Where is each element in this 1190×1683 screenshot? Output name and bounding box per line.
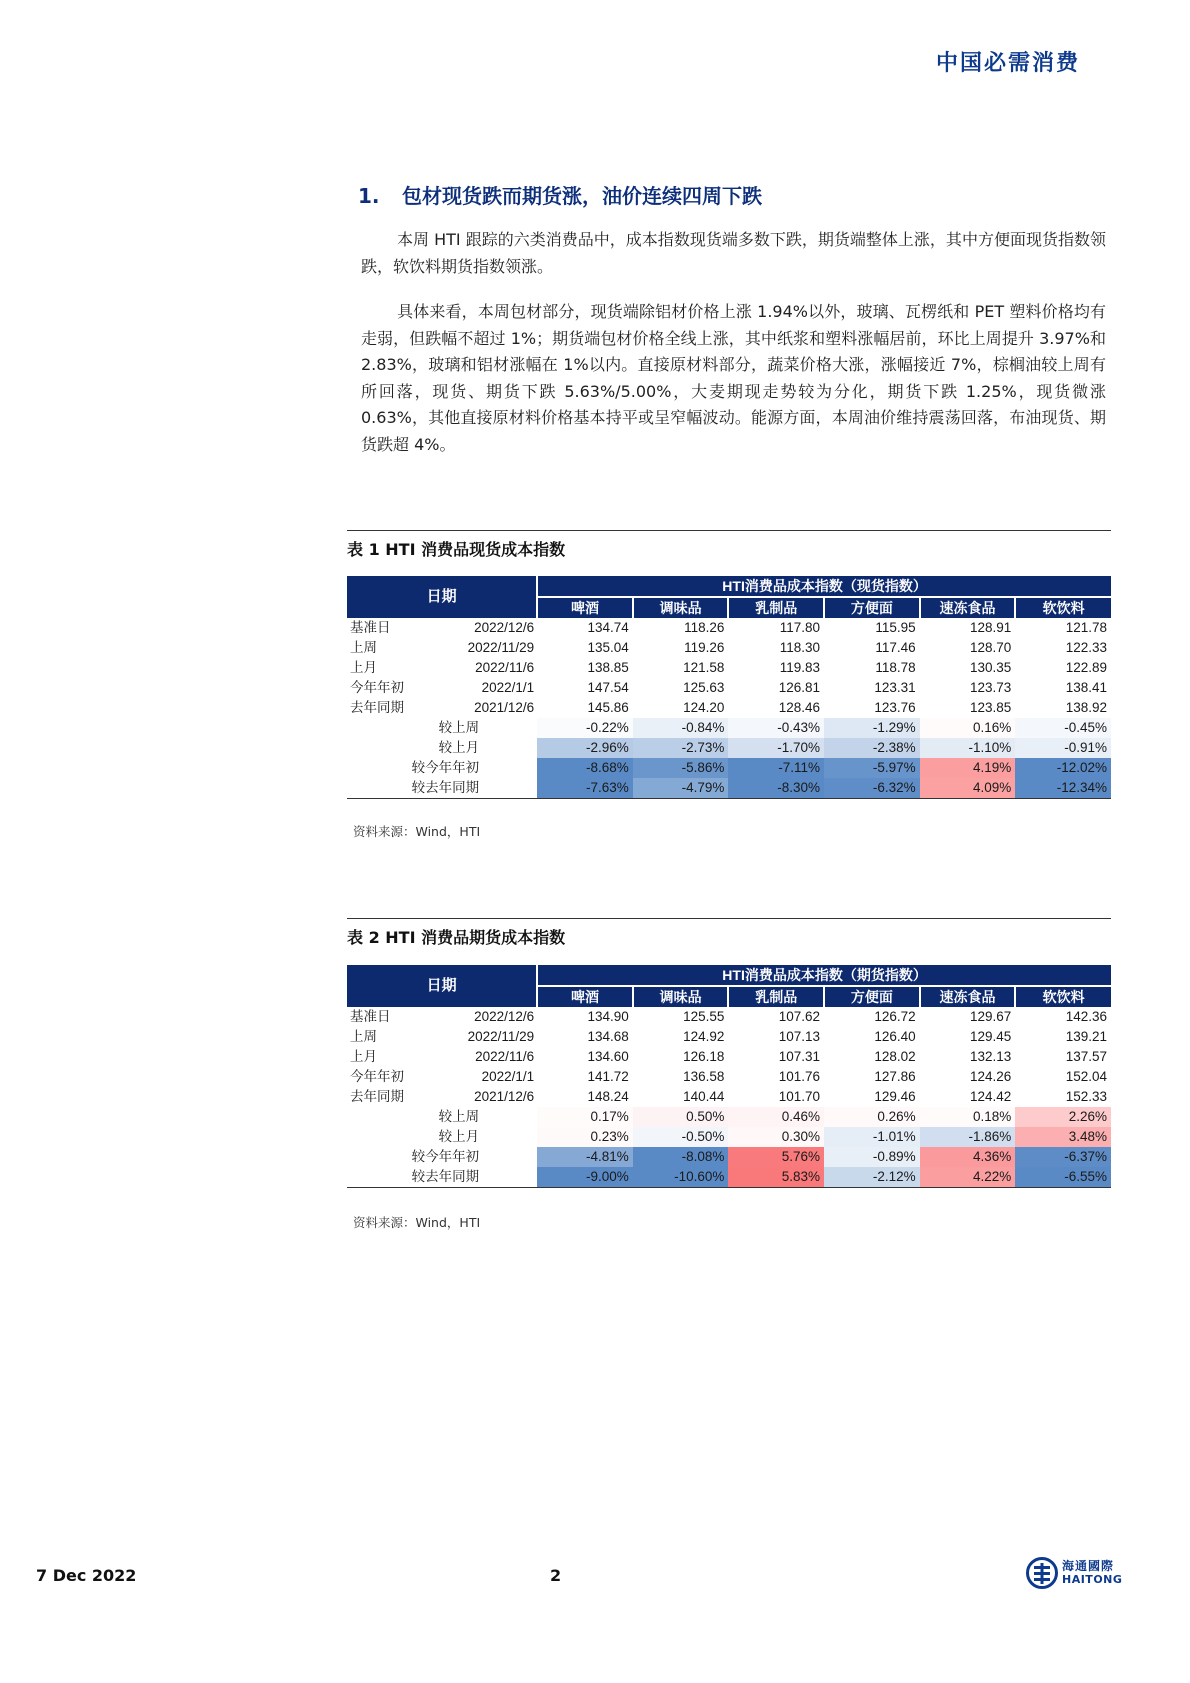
row-date: 2022/12/6 [474, 1009, 535, 1024]
change-value-cell: -6.32% [824, 778, 920, 799]
haitong-logo-icon [1026, 1557, 1058, 1589]
table-1-caption [347, 530, 1111, 560]
table-row [347, 1167, 1111, 1188]
row-date: 2022/12/6 [474, 620, 535, 635]
change-row-label: 较上周 [438, 720, 480, 735]
table-row [347, 758, 1111, 778]
index-value-cell: 101.70 [778, 1089, 821, 1104]
change-value-cell: -2.73% [633, 738, 729, 758]
table-1-source: 资料来源：Wind，HTI [353, 824, 481, 839]
table-row [347, 698, 1111, 718]
change-value-cell: 0.23% [537, 1127, 633, 1147]
table-1-caption-text: 表 1 HTI 消费品现货成本指数 [347, 540, 566, 559]
change-value-cell: 5.76% [728, 1147, 824, 1167]
index-value-cell: 101.76 [778, 1069, 821, 1084]
change-value-cell: -1.01% [824, 1127, 920, 1147]
change-value-cell: 3.48% [1015, 1127, 1111, 1147]
index-value-cell: 124.26 [970, 1069, 1012, 1084]
footer-date: 7 Dec 2022 [36, 1566, 137, 1585]
index-value-cell: 123.31 [874, 680, 916, 695]
index-value-cell: 145.86 [587, 700, 629, 715]
table-row [347, 658, 1111, 678]
index-value-cell: 139.21 [1065, 1029, 1107, 1044]
index-value-cell: 123.73 [970, 680, 1012, 695]
table-2-source: 资料来源：Wind，HTI [353, 1215, 481, 1230]
index-value-cell: 141.72 [587, 1069, 629, 1084]
change-value-cell: 4.19% [920, 758, 1016, 778]
date-header: 日期 [347, 576, 537, 618]
change-value-cell: -2.38% [824, 738, 920, 758]
index-value-cell: 132.13 [970, 1049, 1012, 1064]
index-group-header: HTI消费品成本指数（现货指数） [537, 576, 1111, 597]
index-value-cell: 121.78 [1065, 620, 1107, 635]
change-value-cell: -5.97% [824, 758, 920, 778]
change-value-cell: 0.26% [824, 1107, 920, 1127]
index-value-cell: 128.02 [874, 1049, 916, 1064]
table-row [347, 1107, 1111, 1127]
change-value-cell: -12.02% [1015, 758, 1111, 778]
column-header: 调味品 [633, 597, 729, 618]
section-number: 1. [358, 184, 380, 208]
table-2-caption [347, 918, 1111, 948]
section-title-text: 包材现货跌而期货涨，油价连续四周下跌 [402, 184, 762, 208]
row-date: 2022/11/6 [475, 1049, 535, 1064]
table-row [347, 1027, 1111, 1047]
index-value-cell: 129.67 [970, 1009, 1012, 1024]
index-group-header: HTI消费品成本指数（期货指数） [537, 965, 1111, 986]
column-header: 方便面 [824, 597, 920, 618]
index-value-cell: 126.81 [778, 680, 821, 695]
futures-cost-index-table [347, 965, 1111, 1188]
index-value-cell: 115.95 [875, 620, 916, 635]
index-value-cell: 127.86 [874, 1069, 916, 1084]
change-value-cell: -0.89% [824, 1147, 920, 1167]
table-row [347, 638, 1111, 658]
change-value-cell: 0.50% [633, 1107, 729, 1127]
index-value-cell: 122.33 [1065, 640, 1107, 655]
column-header: 速冻食品 [920, 597, 1016, 618]
change-row-label: 较上月 [438, 740, 480, 755]
change-value-cell: -4.81% [537, 1147, 633, 1167]
change-value-cell: 0.16% [920, 718, 1016, 738]
index-value-cell: 134.90 [587, 1009, 629, 1024]
table-row [347, 618, 1111, 638]
change-row-label: 较今年年初 [411, 1149, 480, 1164]
change-value-cell: -8.30% [728, 778, 824, 799]
row-date: 2022/1/1 [481, 680, 535, 695]
index-value-cell: 124.20 [683, 700, 725, 715]
index-value-cell: 135.04 [587, 640, 629, 655]
index-value-cell: 126.18 [683, 1049, 725, 1064]
column-header: 啤酒 [537, 986, 633, 1007]
change-value-cell: -9.00% [537, 1167, 633, 1188]
index-value-cell: 128.91 [970, 620, 1012, 635]
change-value-cell: 0.18% [920, 1107, 1016, 1127]
change-value-cell: -0.84% [633, 718, 729, 738]
index-value-cell: 137.57 [1065, 1049, 1107, 1064]
index-value-cell: 129.46 [874, 1089, 916, 1104]
table-header-row [347, 576, 1111, 597]
logo-en-text: HAITONG [1062, 1573, 1123, 1586]
row-label: 上周 [350, 1029, 377, 1044]
index-value-cell: 142.36 [1065, 1009, 1107, 1024]
index-value-cell: 107.31 [778, 1049, 821, 1064]
header-brand: 中国必需消费 [935, 51, 1080, 76]
table-header-row [347, 965, 1111, 986]
index-value-cell: 123.85 [970, 700, 1012, 715]
index-value-cell: 129.45 [970, 1029, 1012, 1044]
index-value-cell: 138.92 [1065, 700, 1107, 715]
change-value-cell: 0.30% [728, 1127, 824, 1147]
row-date: 2021/12/6 [474, 700, 535, 715]
change-row-label: 较去年同期 [347, 778, 537, 799]
change-value-cell: -8.08% [633, 1147, 729, 1167]
row-label: 基准日 [350, 1009, 391, 1024]
change-value-cell: 0.17% [537, 1107, 633, 1127]
index-value-cell: 124.42 [970, 1089, 1012, 1104]
change-value-cell: -6.55% [1015, 1167, 1111, 1188]
section-title [358, 180, 762, 209]
change-value-cell: -7.63% [537, 778, 633, 799]
index-value-cell: 118.30 [779, 640, 821, 655]
change-value-cell: -2.12% [824, 1167, 920, 1188]
change-row-label: 较今年年初 [411, 760, 480, 775]
change-value-cell: -0.43% [728, 718, 824, 738]
change-row-label: 较上月 [438, 1129, 480, 1144]
index-value-cell: 138.41 [1065, 680, 1107, 695]
change-value-cell: 4.09% [920, 778, 1016, 799]
paragraph-2-text: 具体来看，本周包材部分，现货端除铝材价格上涨 1.94%以外，玻璃、瓦楞纸和 PET 塑料价格均有走弱，但跌幅不超过 1%；期货端包材价格全线上涨，其中纸浆和塑料涨幅居前，环比上周提升 3.97%和 2.83%，玻璃和铝材涨幅在 1%以内。直接原材料部分，蔬菜价格大涨，涨幅接近 7%，棕榈油较上周有所回落，现货、期货下跌 5.63%/5.00%，大麦期现走势较为分化，期货下跌 1.25%，现货微涨 0.63%，其他直接原材料价格基本持平或呈窄幅波动。能源方面，本周油价维持震荡回落，布油现货、期货跌超 4%。 [361, 302, 1106, 454]
table-row [347, 1127, 1111, 1147]
row-label: 今年年初 [350, 1069, 404, 1084]
index-value-cell: 118.78 [875, 660, 916, 675]
index-value-cell: 107.13 [778, 1029, 821, 1044]
change-value-cell: -7.11% [728, 758, 824, 778]
row-label: 去年同期 [350, 700, 404, 715]
table-row [347, 1067, 1111, 1087]
index-value-cell: 147.54 [587, 680, 629, 695]
index-value-cell: 121.58 [683, 660, 725, 675]
paragraph-1 [361, 227, 1106, 280]
change-value-cell: 0.46% [728, 1107, 824, 1127]
change-value-cell: 2.26% [1015, 1107, 1111, 1127]
haitong-logo [1026, 1557, 1122, 1589]
row-label: 上月 [350, 660, 377, 675]
index-value-cell: 134.74 [587, 620, 629, 635]
change-row-label: 较上周 [438, 1109, 480, 1124]
change-value-cell: -1.29% [824, 718, 920, 738]
row-date: 2021/12/6 [474, 1089, 535, 1104]
index-value-cell: 107.62 [778, 1009, 821, 1024]
table-row [347, 778, 1111, 799]
row-label: 去年同期 [350, 1089, 404, 1104]
change-value-cell: -6.37% [1015, 1147, 1111, 1167]
index-value-cell: 117.46 [875, 640, 916, 655]
paragraph-1-text: 本周 HTI 跟踪的六类消费品中，成本指数现货端多数下跌，期货端整体上涨，其中方便面现货指数领跌，软饮料期货指数领涨。 [361, 230, 1106, 276]
logo-cn-text: 海通國際 [1062, 1559, 1115, 1573]
column-header: 乳制品 [728, 986, 824, 1007]
row-date: 2022/11/6 [475, 660, 535, 675]
index-value-cell: 130.35 [970, 660, 1012, 675]
row-label: 上周 [350, 640, 377, 655]
index-value-cell: 122.89 [1065, 660, 1107, 675]
index-value-cell: 124.92 [683, 1029, 725, 1044]
index-value-cell: 134.60 [587, 1049, 629, 1064]
change-value-cell: -12.34% [1015, 778, 1111, 799]
change-value-cell: -10.60% [633, 1167, 729, 1188]
row-label: 基准日 [350, 620, 391, 635]
index-value-cell: 148.24 [587, 1089, 629, 1104]
page-number: 2 [550, 1566, 562, 1585]
change-value-cell: 4.22% [920, 1167, 1016, 1188]
change-value-cell: -5.86% [633, 758, 729, 778]
column-header: 啤酒 [537, 597, 633, 618]
paragraph-2 [361, 299, 1106, 458]
index-value-cell: 123.76 [874, 700, 916, 715]
column-header: 调味品 [633, 986, 729, 1007]
index-value-cell: 140.44 [683, 1089, 725, 1104]
table-row [347, 1147, 1111, 1167]
row-date: 2022/1/1 [481, 1069, 535, 1084]
index-value-cell: 117.80 [779, 620, 821, 635]
table-row [347, 738, 1111, 758]
column-header: 方便面 [824, 986, 920, 1007]
change-value-cell: -8.68% [537, 758, 633, 778]
column-header: 软饮料 [1015, 986, 1111, 1007]
change-value-cell: -0.45% [1015, 718, 1111, 738]
column-header: 乳制品 [728, 597, 824, 618]
index-value-cell: 136.58 [683, 1069, 725, 1084]
table-2-caption-text: 表 2 HTI 消费品期货成本指数 [347, 928, 566, 947]
row-label: 上月 [350, 1049, 377, 1064]
date-header: 日期 [347, 965, 537, 1007]
table-row [347, 1047, 1111, 1067]
change-value-cell: 5.83% [728, 1167, 824, 1188]
change-value-cell: -2.96% [537, 738, 633, 758]
index-value-cell: 152.04 [1065, 1069, 1107, 1084]
row-date: 2022/11/29 [467, 1029, 535, 1044]
index-value-cell: 125.63 [683, 680, 725, 695]
index-value-cell: 134.68 [587, 1029, 629, 1044]
spot-cost-index-table [347, 576, 1111, 799]
table-row [347, 678, 1111, 698]
table-row [347, 1007, 1111, 1027]
table-row [347, 718, 1111, 738]
change-value-cell: -1.10% [920, 738, 1016, 758]
column-header: 软饮料 [1015, 597, 1111, 618]
column-header: 速冻食品 [920, 986, 1016, 1007]
table-row [347, 1087, 1111, 1107]
index-value-cell: 128.46 [778, 700, 821, 715]
index-value-cell: 119.26 [684, 640, 725, 655]
change-value-cell: -0.50% [633, 1127, 729, 1147]
index-value-cell: 128.70 [970, 640, 1012, 655]
change-row-label: 较去年同期 [347, 1167, 537, 1188]
index-value-cell: 125.55 [683, 1009, 725, 1024]
index-value-cell: 126.72 [874, 1009, 916, 1024]
row-date: 2022/11/29 [467, 640, 535, 655]
change-value-cell: -1.70% [728, 738, 824, 758]
row-label: 今年年初 [350, 680, 404, 695]
change-value-cell: -4.79% [633, 778, 729, 799]
change-value-cell: -1.86% [920, 1127, 1016, 1147]
index-value-cell: 118.26 [684, 620, 725, 635]
index-value-cell: 152.33 [1065, 1089, 1107, 1104]
index-value-cell: 119.83 [779, 660, 821, 675]
change-value-cell: 4.36% [920, 1147, 1016, 1167]
change-value-cell: -0.22% [537, 718, 633, 738]
change-value-cell: -0.91% [1015, 738, 1111, 758]
index-value-cell: 126.40 [874, 1029, 916, 1044]
index-value-cell: 138.85 [587, 660, 629, 675]
